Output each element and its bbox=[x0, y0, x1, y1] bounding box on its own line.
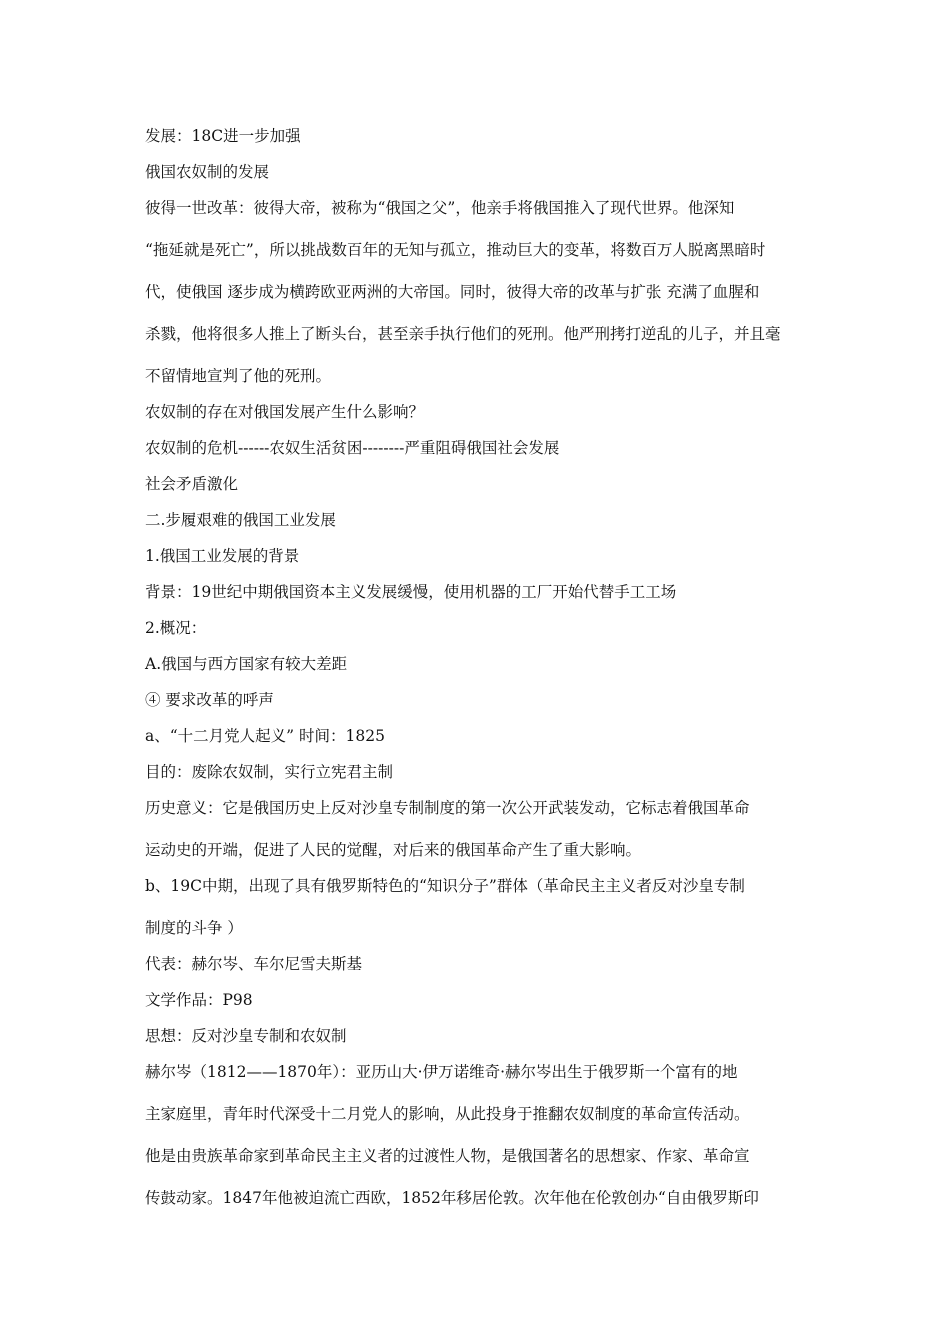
text-line: 背景：19世纪中期俄国资本主义发展缓慢，使用机器的工厂开始代替手工工场 bbox=[145, 583, 677, 601]
text-line: 代，使俄国 逐步成为横跨欧亚两洲的大帝国。同时，彼得大帝的改革与扩张 充满了血腥和 bbox=[145, 283, 760, 301]
text-line: 目的：废除农奴制，实行立宪君主制 bbox=[145, 763, 394, 781]
text-line: “拖延就是死亡”，所以挑战数百年的无知与孤立，推动巨大的变革，将数百万人脱离黑暗时 bbox=[145, 241, 766, 259]
text-line: 代表：赫尔岑、车尔尼雪夫斯基 bbox=[145, 955, 363, 973]
text-line: ④ 要求改革的呼声 bbox=[145, 691, 274, 709]
text-line: 杀戮，他将很多人推上了断头台，甚至亲手执行他们的死刑。他严刑拷打逆乱的儿子，并且毫 bbox=[145, 325, 781, 343]
text-line: 农奴制的危机------农奴生活贫困--------严重阻碍俄国社会发展 bbox=[145, 439, 560, 457]
text-line: A.俄国与西方国家有较大差距 bbox=[145, 655, 348, 673]
text-line: 农奴制的存在对俄国发展产生什么影响？ bbox=[145, 403, 425, 421]
text-line: 主家庭里，青年时代深受十二月党人的影响，从此投身于推翻农奴制度的革命宣传活动。 bbox=[145, 1105, 750, 1123]
text-line: 文学作品：P98 bbox=[145, 991, 253, 1009]
text-line: 历史意义：它是俄国历史上反对沙皇专制制度的第一次公开武装发动，它标志着俄国革命 bbox=[145, 799, 750, 817]
text-line: 1.俄国工业发展的背景 bbox=[145, 547, 300, 565]
text-line: 传鼓动家。1847年他被迫流亡西欧，1852年移居伦敦。次年他在伦敦创办“自由俄罗斯印 bbox=[145, 1189, 759, 1207]
text-line: 社会矛盾激化 bbox=[145, 475, 239, 493]
text-line: 2.概况： bbox=[145, 619, 207, 637]
text-line: 俄国农奴制的发展 bbox=[145, 163, 270, 181]
text-line: 制度的斗争 ） bbox=[145, 919, 243, 937]
document-body bbox=[145, 124, 810, 1222]
text-line: 思想：反对沙皇专制和农奴制 bbox=[145, 1027, 347, 1045]
text-line: 运动史的开端，促进了人民的觉醒，对后来的俄国革命产生了重大影响。 bbox=[145, 841, 642, 859]
text-line: 彼得一世改革：彼得大帝，被称为“俄国之父”，他亲手将俄国推入了现代世界。他深知 bbox=[145, 199, 735, 217]
text-line: a、“十二月党人起义” 时间：1825 bbox=[145, 727, 385, 745]
text-line: 不留情地宣判了他的死刑。 bbox=[145, 367, 332, 385]
text-line: b、19C中期，出现了具有俄罗斯特色的“知识分子”群体（革命民主主义者反对沙皇专制 bbox=[145, 877, 745, 895]
text-line: 发展：18C进一步加强 bbox=[145, 127, 301, 145]
text-line: 赫尔岑（1812——1870年）：亚历山大·伊万诺维奇·赫尔岑出生于俄罗斯一个富有的地 bbox=[145, 1063, 738, 1081]
text-line: 二.步履艰难的俄国工业发展 bbox=[145, 511, 336, 529]
text-line: 他是由贵族革命家到革命民主主义者的过渡性人物，是俄国著名的思想家、作家、革命宣 bbox=[145, 1147, 750, 1165]
